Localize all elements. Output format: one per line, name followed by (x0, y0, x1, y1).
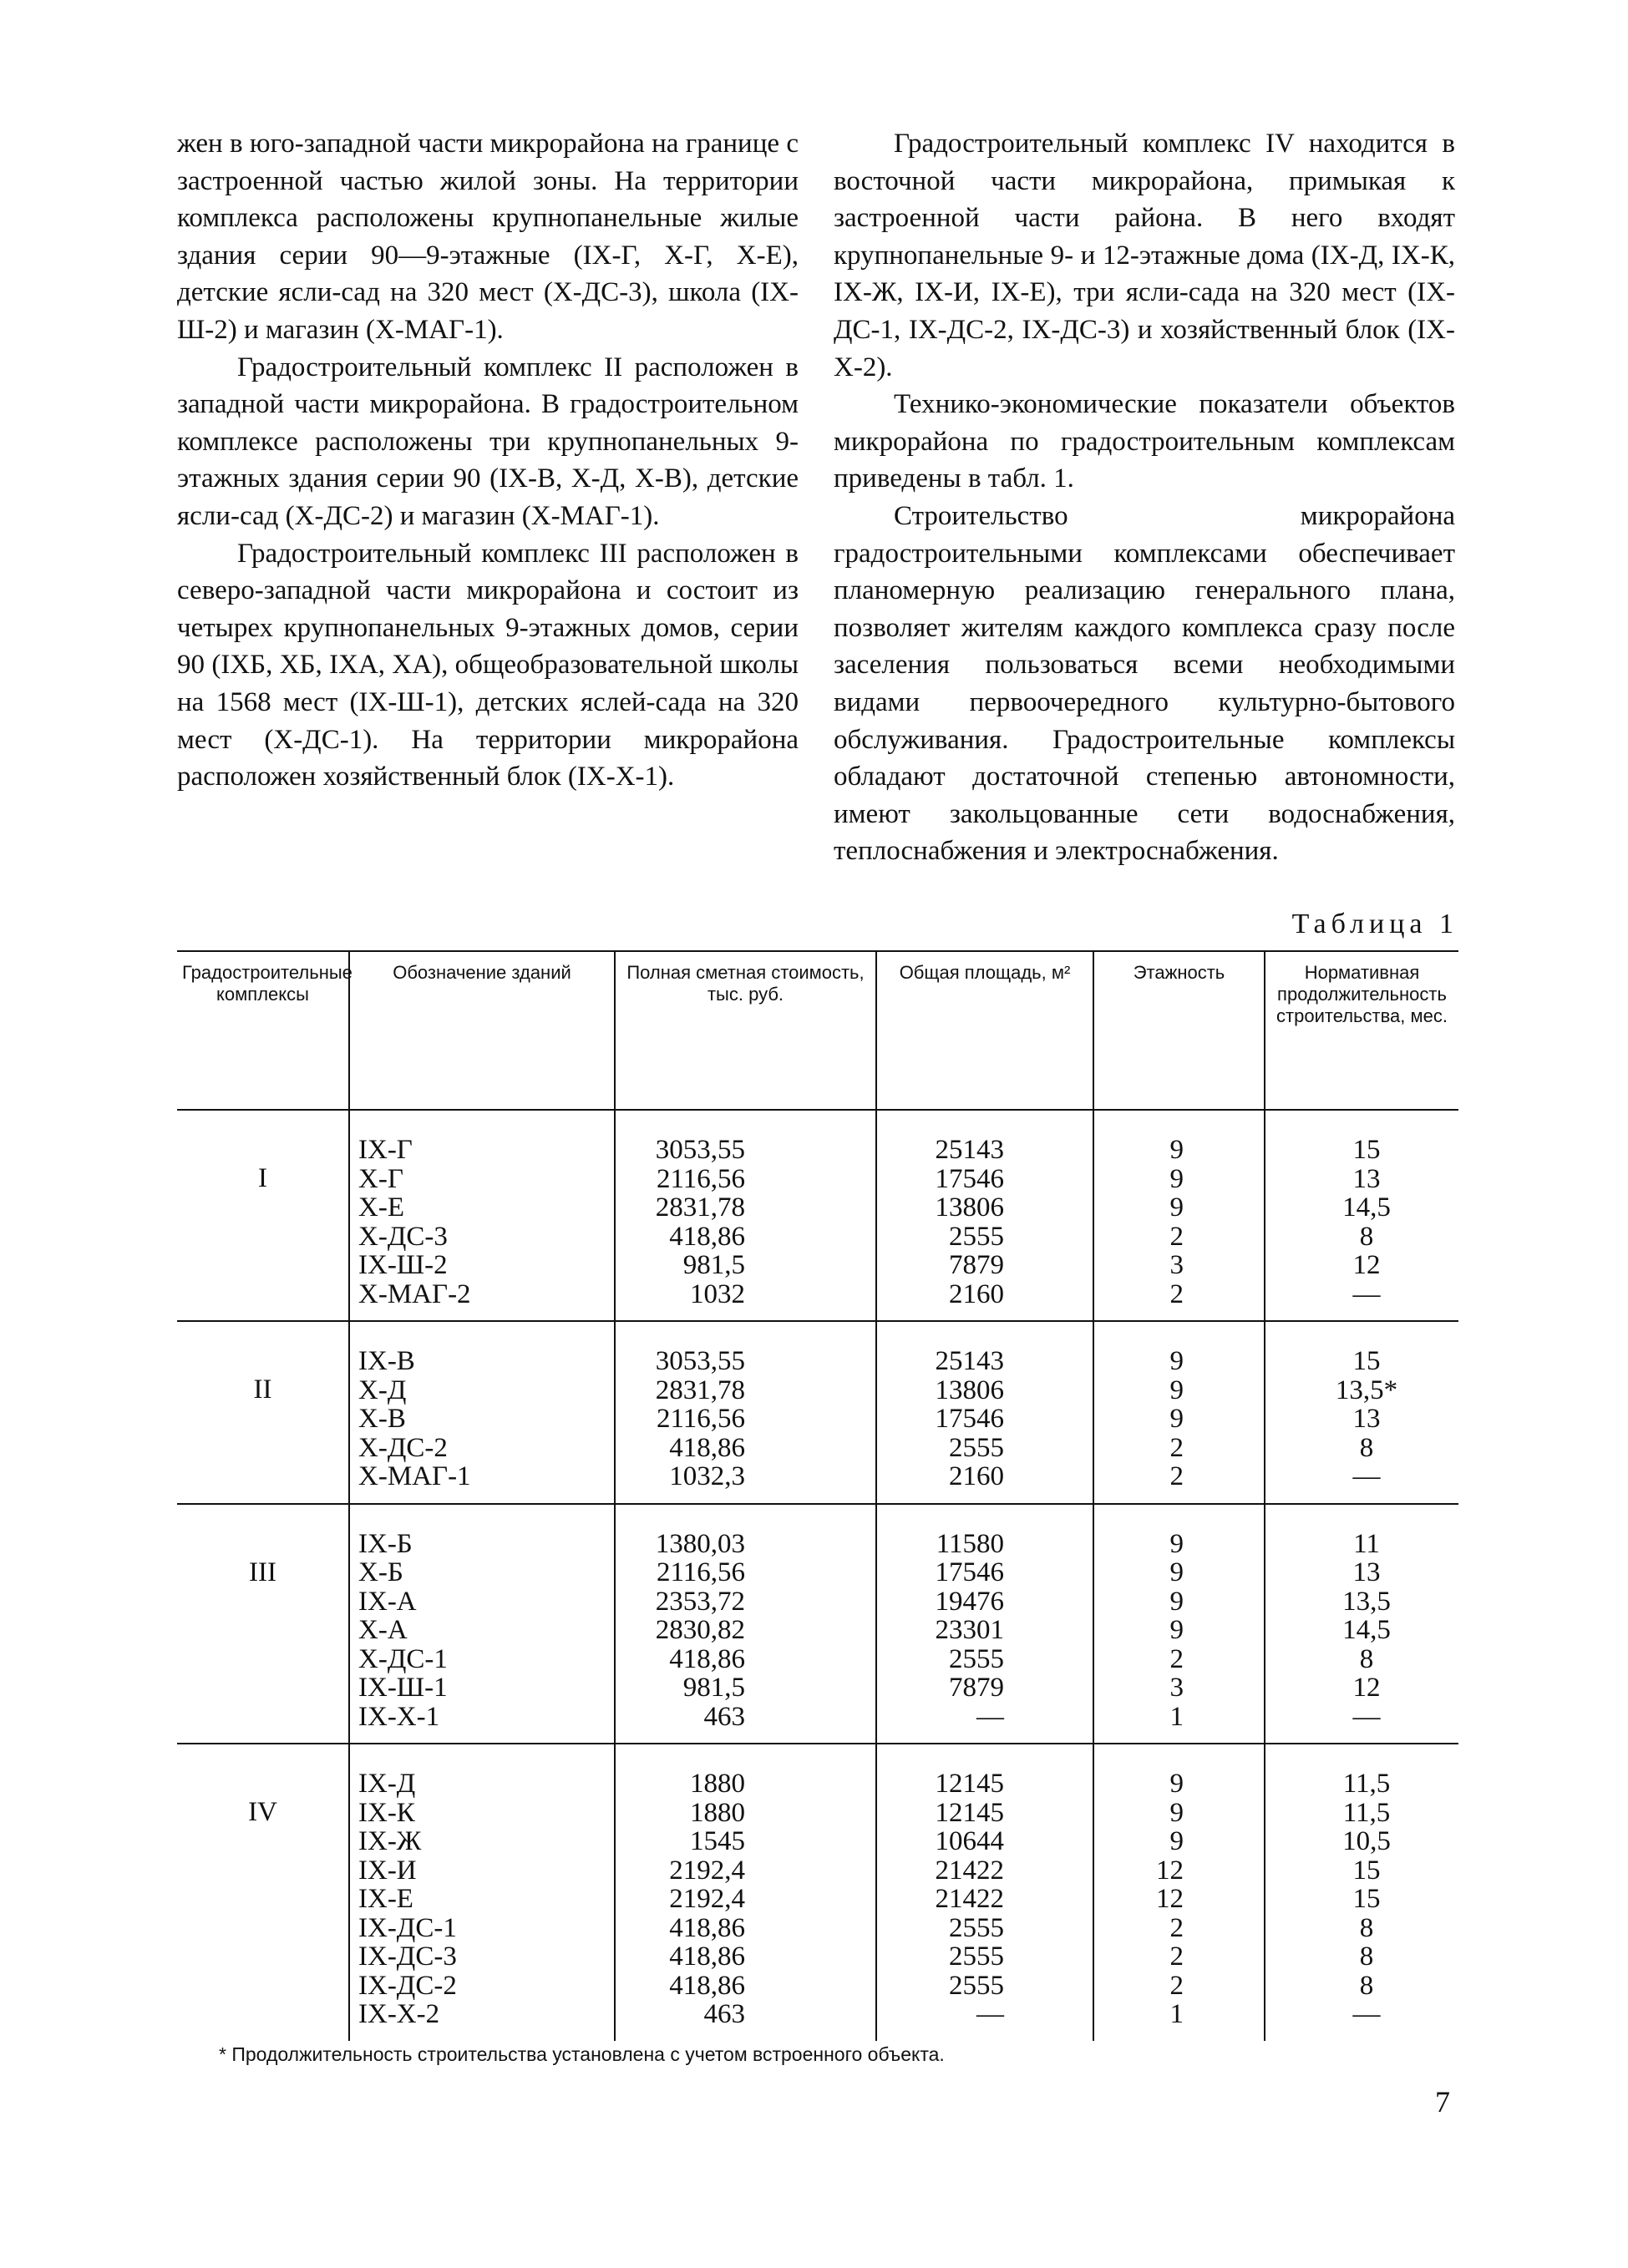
cell-line: 9 (1169, 1404, 1184, 1434)
cell-line: 8 (1359, 1643, 1374, 1674)
cell-line: 17546 (935, 1557, 1004, 1587)
paragraph: Технико-экономические показатели объектов микрорайона по градостроительным комплексам приведены в табл. 1. (834, 389, 1455, 494)
cell-line: X-МАГ-2 (358, 1278, 471, 1309)
cell-line: 2116,56 (656, 1404, 745, 1434)
cell-line: 12 (1156, 1884, 1184, 1914)
cell-line: 2831,78 (655, 1374, 745, 1405)
table-row (177, 1110, 1458, 1321)
cell-line: IX-Е (358, 1884, 413, 1914)
cell-line: 2 (1169, 1432, 1184, 1463)
names-cell (349, 1110, 615, 1321)
cell-line: 8 (1359, 1941, 1374, 1972)
cell-line: 7879 (949, 1673, 1004, 1703)
cell-line: X-В (358, 1404, 406, 1434)
cell-line: IX-Ж (358, 1826, 422, 1856)
cell-line: 10644 (935, 1826, 1004, 1856)
paragraph: Градостроительный комплекс II расположен в западной части микрорайона. В градостроительном комплексе расположены три крупнопанельных 9-этажных здания серии 90 (IX-В, X-Д, X-В), детские ясли-сад (X-ДС-2) и магазин (X-МАГ-1). (177, 352, 799, 531)
cell-line: X-Г (358, 1163, 403, 1194)
cell-line: IX-ДС-3 (358, 1941, 457, 1972)
cell-line: 981,5 (682, 1250, 745, 1280)
cell-line: X-ДС-1 (358, 1643, 448, 1674)
paragraph: жен в юго-западной части микрорайона на границе с застроенной частью жилой зоны. На территории комплекса расположены крупнопанельные жилые здания серии 90—9-этажные (IX-Г, X-Г, X-Е), детские ясли-сад на 320 мест (X-ДС-3), школа (IX-Ш-2) и магазин (X-МАГ-1). (177, 129, 799, 345)
area-cell (876, 1744, 1093, 2041)
area-cell (876, 1321, 1093, 1504)
cell-line: — (1352, 1999, 1381, 2029)
cost-cell (615, 1110, 876, 1321)
paragraph: Градостроительный комплекс III расположен в северо-западной части микрорайона и состоит из четырех крупнопанельных 9-этажных домов, серии 90 (IXБ, XБ, IXA, XA), общеобразовательной школы на 1568 мест (IX-Ш-1), детских яслей-сада на 320 мест (X-ДС-1). На территории микрорайона расположен хозяйственный блок (IX-X-1). (177, 538, 799, 792)
cell-line: 2 (1169, 1912, 1184, 1943)
cell-line: 9 (1169, 1374, 1184, 1405)
cell-line: 2555 (949, 1941, 1004, 1972)
duration-cell (1265, 1110, 1458, 1321)
table-caption: Таблица 1 (1291, 909, 1458, 939)
cell-line: IX-К (358, 1797, 415, 1828)
cell-line: 9 (1169, 1826, 1184, 1856)
cell-line: 15 (1352, 1346, 1381, 1376)
cell-line: 2 (1169, 1221, 1184, 1252)
cell-line: 25143 (935, 1346, 1004, 1376)
cell-line: 11,5 (1342, 1797, 1391, 1828)
cell-line: 1 (1169, 1701, 1184, 1732)
cell-line: 17546 (935, 1404, 1004, 1434)
cell-line: 7879 (949, 1250, 1004, 1280)
cell-line: 418,86 (669, 1912, 745, 1943)
table-row (177, 1321, 1458, 1504)
cell-line: — (1352, 1278, 1381, 1309)
cell-line: X-Д (358, 1374, 407, 1405)
cell-line: X-А (358, 1615, 408, 1645)
cell-line: IX-Ш-1 (358, 1673, 448, 1703)
duration-cell (1265, 1321, 1458, 1504)
cell-line: 418,86 (669, 1221, 745, 1252)
duration-cell (1265, 1744, 1458, 2041)
cell-line: — (1352, 1461, 1381, 1491)
cell-line: 2555 (949, 1970, 1004, 2001)
complex-cell: II (177, 1321, 349, 1504)
table-header-row (177, 951, 1458, 1110)
cell-line: 2116,56 (656, 1557, 745, 1587)
cell-line: 12145 (935, 1797, 1004, 1828)
cell-line: 8 (1359, 1970, 1374, 2001)
cell-line: 19476 (935, 1586, 1004, 1617)
table-row (177, 1504, 1458, 1744)
cell-line: 9 (1169, 1797, 1184, 1828)
cell-line: 2555 (949, 1432, 1004, 1463)
cell-line: IX-В (358, 1346, 415, 1376)
cell-line: 2 (1169, 1643, 1184, 1674)
cell-line: 463 (703, 1999, 745, 2029)
cell-line: 9 (1169, 1586, 1184, 1617)
names-cell (349, 1321, 615, 1504)
cell-line: 418,86 (669, 1941, 745, 1972)
cell-line: 13,5 (1342, 1586, 1391, 1617)
cell-line: X-МАГ-1 (358, 1461, 471, 1491)
cell-line: 11580 (936, 1528, 1004, 1559)
cell-line: 9 (1169, 1615, 1184, 1645)
cell-line: 418,86 (669, 1970, 745, 2001)
cell-line: X-Б (358, 1557, 403, 1587)
cell-line: IX-Д (358, 1769, 416, 1799)
cell-line: 9 (1169, 1135, 1184, 1165)
cell-line: 15 (1352, 1135, 1381, 1165)
floors-cell (1093, 1744, 1265, 2041)
cell-line: 23301 (935, 1615, 1004, 1645)
left-text-column (177, 125, 799, 796)
table-footnote: * Продолжительность строительства установлена с учетом встроенного объекта. (219, 2043, 945, 2065)
cell-line: 1032 (690, 1278, 745, 1309)
cell-line: 3 (1169, 1250, 1184, 1280)
cell-line: 1380,03 (655, 1528, 745, 1559)
complex-cell: IV (177, 1744, 349, 2041)
cell-line: IX-Б (358, 1528, 413, 1559)
cell-line: X-ДС-2 (358, 1432, 448, 1463)
page-number: 7 (1435, 2085, 1450, 2119)
cell-line: 11 (1353, 1528, 1380, 1559)
cell-line: 3053,55 (655, 1346, 745, 1376)
cell-line: 13 (1352, 1557, 1381, 1587)
cell-line: IX-А (358, 1586, 417, 1617)
cell-line: 3 (1169, 1673, 1184, 1703)
cell-line: 12 (1156, 1855, 1184, 1886)
cell-line: 418,86 (669, 1432, 745, 1463)
cell-line: 12 (1352, 1673, 1381, 1703)
cost-cell (615, 1321, 876, 1504)
header-complex: Градостроительные комплексы (177, 951, 349, 1110)
cell-line: 2 (1169, 1461, 1184, 1491)
cell-line: 17546 (935, 1163, 1004, 1194)
cell-line: 1880 (690, 1797, 745, 1828)
paragraph: Строительство микрорайона градостроительными комплексами обеспечивает планомерную реализацию генерального плана, позволяет жителям каждого комплекса сразу после заселения пользоваться всеми необходимыми видами первоочередного культурно-бытового обслуживания. Градостроительные комплексы обладают достаточной степенью автономности, имеют закольцованные сети водоснабжения, теплоснабжения и электроснабжения. (834, 500, 1455, 867)
names-cell (349, 1504, 615, 1744)
cell-line: 981,5 (682, 1673, 745, 1703)
cell-line: 1032,3 (669, 1461, 745, 1491)
cell-line: 21422 (935, 1855, 1004, 1886)
cell-line: 2 (1169, 1970, 1184, 2001)
cell-line: 2830,82 (655, 1615, 745, 1645)
cell-line: 13806 (935, 1374, 1004, 1405)
cell-line: — (1352, 1701, 1381, 1732)
cell-line: 10,5 (1342, 1826, 1391, 1856)
duration-cell (1265, 1504, 1458, 1744)
cell-line: 2192,4 (669, 1855, 745, 1886)
complex-cell: III (177, 1504, 349, 1744)
table-row (177, 1744, 1458, 2041)
cell-line: 9 (1169, 1163, 1184, 1194)
cell-line: IX-ДС-2 (358, 1970, 457, 2001)
cell-line: 9 (1169, 1769, 1184, 1799)
header-cost: Полная сметная стоимость, тыс. руб. (615, 951, 876, 1110)
cell-line: 9 (1169, 1528, 1184, 1559)
cost-cell (615, 1744, 876, 2041)
header-names: Обозначение зданий (349, 951, 615, 1110)
cell-line: 15 (1352, 1884, 1381, 1914)
cell-line: 14,5 (1342, 1192, 1391, 1223)
cell-line: 15 (1352, 1855, 1381, 1886)
cell-line: 2 (1169, 1278, 1184, 1309)
cell-line: 2 (1169, 1941, 1184, 1972)
cell-line: 1 (1169, 1999, 1184, 2029)
complex-cell: I (258, 1163, 267, 1193)
cell-line: 8 (1359, 1221, 1374, 1252)
area-cell (876, 1110, 1093, 1321)
cell-line: 13806 (935, 1192, 1004, 1223)
cell-line: X-Е (358, 1192, 404, 1223)
cell-line: 12 (1352, 1250, 1381, 1280)
cell-line: 463 (703, 1701, 745, 1732)
cell-line: 2116,56 (656, 1163, 745, 1194)
cell-line: 2831,78 (655, 1192, 745, 1223)
paragraph: Градостроительный комплекс IV находится в восточной части микрорайона, примыкая к застроенной части района. В него входят крупнопанельные 9- и 12-этажные дома (IX-Д, IX-К, IX-Ж, IX-И, IX-Е), три ясли-сада на 320 мест (IX-ДС-1, IX-ДС-2, IX-ДС-3) и хозяйственный блок (IX-X-2). (834, 129, 1455, 382)
cell-line: 21422 (935, 1884, 1004, 1914)
cell-line: — (976, 1701, 1004, 1732)
header-floors: Этажность (1093, 951, 1265, 1110)
cell-line: 3053,55 (655, 1135, 745, 1165)
header-area: Общая площадь, м² (876, 951, 1093, 1110)
buildings-table (177, 950, 1458, 2041)
header-duration: Нормативная продолжительность строительства, мес. (1265, 951, 1458, 1110)
cell-line: 2555 (949, 1643, 1004, 1674)
cell-line: 8 (1359, 1432, 1374, 1463)
cell-line: 1545 (690, 1826, 745, 1856)
cell-line: 2353,72 (655, 1586, 745, 1617)
cell-line: 9 (1169, 1346, 1184, 1376)
cell-line: IX-Ш-2 (358, 1250, 448, 1280)
cell-line: X-ДС-3 (358, 1221, 448, 1252)
cell-line: 13 (1352, 1404, 1381, 1434)
cell-line: 2192,4 (669, 1884, 745, 1914)
area-cell (876, 1504, 1093, 1744)
cell-line: 2160 (949, 1278, 1004, 1309)
floors-cell (1093, 1321, 1265, 1504)
cell-line: 8 (1359, 1912, 1374, 1943)
cell-line: 2160 (949, 1461, 1004, 1491)
cell-line: — (976, 1999, 1004, 2029)
cell-line: 9 (1169, 1192, 1184, 1223)
floors-cell (1093, 1504, 1265, 1744)
cell-line: IX-Г (358, 1135, 413, 1165)
cost-cell (615, 1504, 876, 1744)
cell-line: 9 (1169, 1557, 1184, 1587)
cell-line: IX-X-1 (358, 1701, 440, 1732)
cell-line: 12145 (935, 1769, 1004, 1799)
cell-line: 2555 (949, 1221, 1004, 1252)
cell-line: 13 (1352, 1163, 1381, 1194)
cell-line: IX-И (358, 1855, 417, 1886)
cell-line: 25143 (935, 1135, 1004, 1165)
names-cell (349, 1744, 615, 2041)
cell-line: 11,5 (1342, 1769, 1391, 1799)
cell-line: IX-X-2 (358, 1999, 440, 2029)
right-text-column (834, 125, 1455, 870)
floors-cell (1093, 1110, 1265, 1321)
cell-line: IX-ДС-1 (358, 1912, 457, 1943)
cell-line: 1880 (690, 1769, 745, 1799)
cell-line: 2555 (949, 1912, 1004, 1943)
cell-line: 13,5* (1335, 1374, 1398, 1405)
cell-line: 14,5 (1342, 1615, 1391, 1645)
cell-line: 418,86 (669, 1643, 745, 1674)
